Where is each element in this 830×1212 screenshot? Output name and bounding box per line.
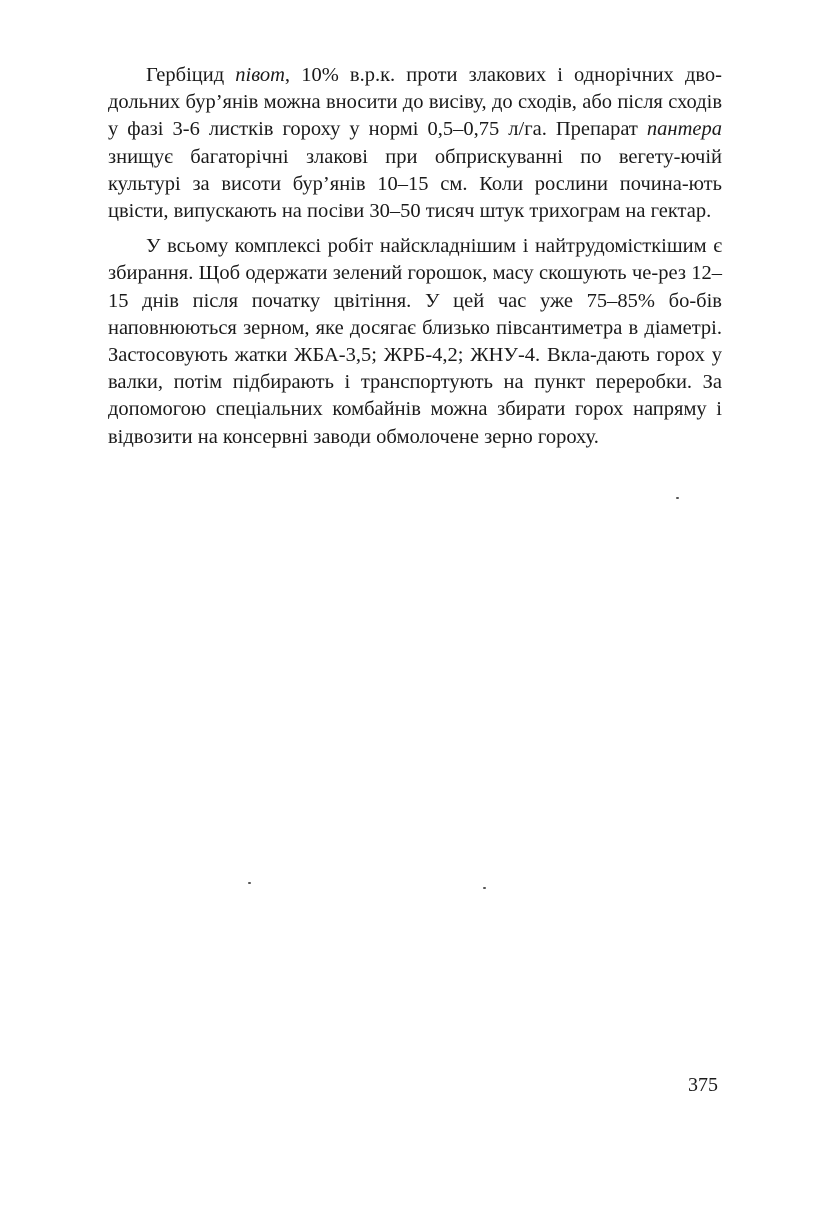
- page-body: [108, 62, 722, 451]
- paragraph-harvesting: У всьому комплексі робіт найскладнішим і найтрудомісткішим є збирання. Щоб одержати зелений горошок, масу скошують че-рез 12–15 днів після початку цвітіння. У цей час уже 75–85% бо-бів наповнюються зерном, яке досягає близько півсантиметра в діаметрі. Застосовують жатки ЖБА-3,5; ЖРБ-4,2; ЖНУ-4. Вкла-дають горох у валки, потім підбирають і транспортують на пункт переробки. За допомогою спеціальних комбайнів можна збирати горох напряму і відвозити на консервні заводи обмолочене зерно гороху.: [108, 235, 722, 448]
- paragraph-herbicides-text-2: , 10% в.р.к. проти злакових і однорічних дво-дольних бур’янів можна вносити до висіву, до сходів, або після сходів у фазі 3-6 листків гороху у нормі 0,5–0,75 л/га. Препарат: [108, 64, 722, 141]
- herbicide-name-pivot: півот: [235, 64, 285, 86]
- paragraph-herbicides-text-1: Гербіцид: [146, 64, 236, 86]
- scan-speck: [676, 497, 679, 499]
- scan-speck: [483, 887, 486, 889]
- paragraph-herbicides: [108, 62, 722, 225]
- paragraph-herbicides-text-3: знищує багаторічні злакові при обприскуванні по вегету-ючій культурі за висоти бур’янів 10–15 см. Коли рослини почина-ють цвісти, випускають на посіви 30–50 тисяч штук трихограм на гектар.: [108, 145, 722, 223]
- scan-speck: [248, 882, 251, 884]
- herbicide-name-pantera: пантера: [646, 118, 722, 141]
- page-number: 375: [688, 1074, 718, 1096]
